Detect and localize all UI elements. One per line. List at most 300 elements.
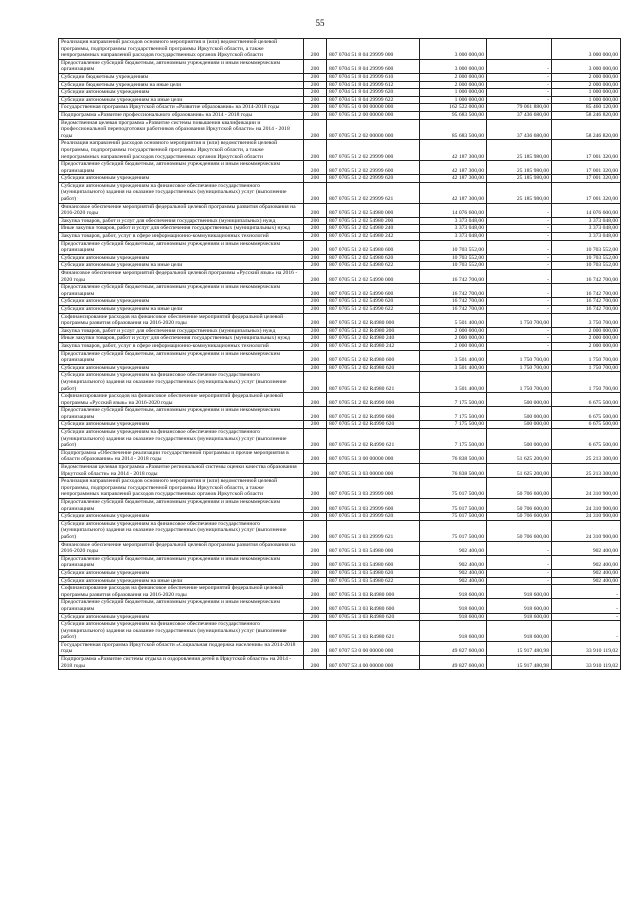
table-row: [59, 89, 621, 97]
amount-total-cell: 95 683 500,00: [420, 111, 487, 119]
admin-code-cell: 200: [304, 119, 327, 140]
expense-name-cell: Подпрограмма «Развитие системы отдыха и оздоровления детей в Иркутской области» на 2014 - 2018 годы: [59, 656, 304, 670]
expense-name-cell: Субсидии автономным учреждениям: [59, 298, 304, 306]
budget-classification-cell: 807 0705 51 2 02 R4980 620: [327, 364, 420, 372]
amount-change-cell: 1 750 700,00: [487, 372, 552, 393]
amount-result-cell: 6 675 500,00: [552, 421, 621, 429]
amount-result-cell: 33 910 119,02: [552, 641, 621, 655]
amount-change-cell: -: [487, 240, 552, 254]
amount-total-cell: 918 600,00: [420, 613, 487, 621]
amount-result-cell: 902 400,00: [552, 577, 621, 585]
amount-total-cell: 10 703 552,00: [420, 262, 487, 270]
amount-change-cell: -: [487, 577, 552, 585]
amount-total-cell: 10 703 552,00: [420, 254, 487, 262]
amount-result-cell: 16 742 700,00: [552, 270, 621, 284]
expense-name-cell: Государственная программа Иркутской области «Социальная поддержка населения» на 2014-2018 годы: [59, 641, 304, 655]
budget-classification-cell: 807 0705 51 3 03 29999 600: [327, 499, 420, 513]
amount-result-cell: 14 076 600,00: [552, 203, 621, 217]
expense-name-cell: Субсидии бюджетным учреждениям на иные цели: [59, 81, 304, 89]
amount-total-cell: 3 373 048,00: [420, 217, 487, 225]
amount-change-cell: -: [487, 298, 552, 306]
amount-change-cell: 500 000,00: [487, 407, 552, 421]
table-row: [59, 233, 621, 241]
budget-classification-cell: 807 0705 51 2 02 R4990 000: [327, 393, 420, 407]
table-row: [59, 342, 621, 350]
table-row: [59, 240, 621, 254]
budget-classification-cell: 807 0707 53 0 00 00000 000: [327, 641, 420, 655]
table-row: [59, 372, 621, 393]
expense-name-cell: Закупка товаров, работ, услуг в сфере информационно-коммуникационных технологий: [59, 342, 304, 350]
budget-classification-cell: 807 0707 53 4 00 00000 000: [327, 656, 420, 670]
amount-result-cell: -: [552, 621, 621, 642]
table-row: [59, 182, 621, 203]
expense-name-cell: Субсидии автономным учреждениям на финансовое обеспечение государственного (муниципального) задания на оказание государственных (муниципальных) услуг (выполнение работ): [59, 429, 304, 450]
budget-classification-cell: 807 0705 51 2 02 R4980 000: [327, 313, 420, 327]
page-number: 55: [315, 18, 325, 28]
budget-classification-cell: 807 0705 51 2 02 R4980 621: [327, 372, 420, 393]
amount-change-cell: 918 600,00: [487, 621, 552, 642]
amount-change-cell: -: [487, 89, 552, 97]
budget-classification-cell: 807 0705 51 2 02 54980 000: [327, 203, 420, 217]
table-row: [59, 327, 621, 335]
budget-classification-cell: 807 0705 51 2 02 R4980 242: [327, 342, 420, 350]
amount-total-cell: 902 400,00: [420, 541, 487, 555]
table-row: [59, 262, 621, 270]
amount-change-cell: -: [487, 225, 552, 233]
amount-result-cell: 2 000 000,00: [552, 335, 621, 343]
budget-classification-cell: 807 0705 51 3 03 R4980 620: [327, 613, 420, 621]
expense-name-cell: Иные закупки товаров, работ и услуг для обеспечения государственных (муниципальных) нужд: [59, 335, 304, 343]
admin-code-cell: 200: [304, 577, 327, 585]
amount-total-cell: 75 017 500,00: [420, 513, 487, 521]
amount-total-cell: 76 838 500,00: [420, 449, 487, 463]
admin-code-cell: 200: [304, 350, 327, 364]
table-row: [59, 478, 621, 499]
table-row: [59, 225, 621, 233]
expense-name-cell: Финансовое обеспечение мероприятий федеральной целевой программы «Русский язык» на 2016 - 2020 годы: [59, 270, 304, 284]
amount-total-cell: 918 600,00: [420, 585, 487, 599]
amount-result-cell: -: [552, 613, 621, 621]
expense-name-cell: Субсидии автономным учреждениям на иные цели: [59, 262, 304, 270]
admin-code-cell: 200: [304, 342, 327, 350]
amount-change-cell: 15 917 480,98: [487, 641, 552, 655]
table-row: [59, 621, 621, 642]
table-row: [59, 656, 621, 670]
budget-classification-cell: 807 0705 51 2 02 54980 620: [327, 254, 420, 262]
amount-total-cell: 42 187 300,00: [420, 175, 487, 183]
admin-code-cell: 200: [304, 182, 327, 203]
expense-name-cell: Субсидии бюджетным учреждениям: [59, 73, 304, 81]
admin-code-cell: 200: [304, 393, 327, 407]
amount-result-cell: 2 000 000,00: [552, 327, 621, 335]
table-row: [59, 464, 621, 478]
admin-code-cell: 200: [304, 449, 327, 463]
amount-result-cell: 6 675 500,00: [552, 393, 621, 407]
table-row: [59, 599, 621, 613]
amount-change-cell: 500 000,00: [487, 393, 552, 407]
table-row: [59, 350, 621, 364]
table-row: [59, 613, 621, 621]
admin-code-cell: 200: [304, 613, 327, 621]
budget-classification-cell: 807 0705 51 2 02 54990 600: [327, 284, 420, 298]
amount-result-cell: 17 001 320,00: [552, 140, 621, 161]
amount-change-cell: 51 625 200,00: [487, 464, 552, 478]
expense-name-cell: Субсидии автономным учреждениям на финансовое обеспечение государственного (муниципального) задания на оказание государственных (муниципальных) услуг (выполнение работ): [59, 372, 304, 393]
admin-code-cell: 200: [304, 656, 327, 670]
admin-code-cell: 200: [304, 327, 327, 335]
amount-total-cell: 7 175 500,00: [420, 407, 487, 421]
table-row: [59, 298, 621, 306]
budget-classification-cell: 807 0705 51 3 03 R4980 600: [327, 599, 420, 613]
budget-classification-cell: 807 0705 51 2 02 54980 200: [327, 217, 420, 225]
amount-result-cell: 1 000 000,00: [552, 89, 621, 97]
amount-change-cell: 79 061 880,00: [487, 104, 552, 112]
admin-code-cell: 200: [304, 73, 327, 81]
budget-classification-cell: 807 0705 51 3 03 29999 620: [327, 513, 420, 521]
amount-change-cell: 50 706 600,00: [487, 478, 552, 499]
amount-change-cell: 918 600,00: [487, 599, 552, 613]
budget-classification-cell: 807 0705 51 3 03 29999 621: [327, 520, 420, 541]
amount-change-cell: 51 625 200,00: [487, 449, 552, 463]
budget-classification-cell: 807 0705 51 3 03 54980 000: [327, 541, 420, 555]
admin-code-cell: 200: [304, 305, 327, 313]
amount-total-cell: 75 017 500,00: [420, 520, 487, 541]
budget-classification-cell: 807 0705 51 2 02 29999 621: [327, 182, 420, 203]
expense-name-cell: Государственная программа Иркутской области «Развитие образования» на 2014-2018 годы: [59, 104, 304, 112]
budget-classification-cell: 807 0705 51 3 03 54980 622: [327, 577, 420, 585]
table-row: [59, 393, 621, 407]
amount-change-cell: -: [487, 342, 552, 350]
admin-code-cell: 200: [304, 313, 327, 327]
admin-code-cell: 200: [304, 225, 327, 233]
expense-name-cell: Ведомственная целевая программа «Развитие системы повышения квалификации и профессиональной переподготовки работников образования Иркутской области» на 2014 - 2018 годы: [59, 119, 304, 140]
expense-name-cell: Реализация направлений расходов основного мероприятия и (или) ведомственной целевой программы, подпрограммы государственной программы Иркутской области, а также непрограммных направлений расходов государственных органов Иркутской области: [59, 39, 304, 60]
budget-classification-cell: 807 0705 51 2 02 54990 000: [327, 270, 420, 284]
budget-classification-cell: 807 0705 51 2 02 54980 600: [327, 240, 420, 254]
amount-total-cell: 14 076 600,00: [420, 203, 487, 217]
amount-total-cell: 162 522 000,00: [420, 104, 487, 112]
expense-name-cell: Закупка товаров, работ и услуг для обеспечения государственных (муниципальных) нужд: [59, 217, 304, 225]
admin-code-cell: 200: [304, 541, 327, 555]
admin-code-cell: 200: [304, 270, 327, 284]
amount-total-cell: 42 187 300,00: [420, 161, 487, 175]
table-row: [59, 104, 621, 112]
amount-total-cell: 16 742 700,00: [420, 298, 487, 306]
expense-name-cell: Софинансирование расходов на финансовое обеспечение мероприятий федеральной целевой программы развития образования на 2016-2020 годы: [59, 585, 304, 599]
budget-classification-cell: 807 0705 51 0 00 00000 000: [327, 104, 420, 112]
amount-total-cell: 2 000 000,00: [420, 73, 487, 81]
amount-total-cell: 902 400,00: [420, 577, 487, 585]
expense-name-cell: Субсидии автономным учреждениям на иные цели: [59, 305, 304, 313]
budget-classification-cell: 807 0705 51 2 00 00000 000: [327, 111, 420, 119]
expense-name-cell: Предоставление субсидий бюджетным, автономным учреждениям и иным некоммерческим организациям: [59, 407, 304, 421]
expense-name-cell: Предоставление субсидий бюджетным, автономным учреждениям и иным некоммерческим организациям: [59, 350, 304, 364]
table-row: [59, 335, 621, 343]
amount-change-cell: -: [487, 555, 552, 569]
amount-result-cell: 902 400,00: [552, 555, 621, 569]
admin-code-cell: 200: [304, 464, 327, 478]
amount-result-cell: 3 373 048,00: [552, 225, 621, 233]
amount-result-cell: -: [552, 599, 621, 613]
amount-result-cell: 3 000 000,00: [552, 59, 621, 73]
amount-change-cell: -: [487, 569, 552, 577]
amount-change-cell: [487, 39, 552, 60]
amount-result-cell: 24 310 900,00: [552, 478, 621, 499]
admin-code-cell: 200: [304, 240, 327, 254]
admin-code-cell: 200: [304, 39, 327, 60]
amount-change-cell: -: [487, 262, 552, 270]
admin-code-cell: 200: [304, 140, 327, 161]
admin-code-cell: 200: [304, 161, 327, 175]
budget-classification-cell: 807 0704 51 8 04 29999 620: [327, 89, 420, 97]
budget-classification-cell: 807 0704 51 8 04 29999 600: [327, 59, 420, 73]
table-row: [59, 520, 621, 541]
table-row: [59, 407, 621, 421]
admin-code-cell: 200: [304, 421, 327, 429]
amount-result-cell: 16 742 700,00: [552, 298, 621, 306]
budget-classification-cell: 807 0705 51 2 02 54990 620: [327, 298, 420, 306]
expense-name-cell: Предоставление субсидий бюджетным, автономным учреждениям и иным некоммерческим организациям: [59, 284, 304, 298]
amount-total-cell: 3 501 400,00: [420, 350, 487, 364]
expense-name-cell: Реализация направлений расходов основного мероприятия и (или) ведомственной целевой программы, подпрограммы государственной программы Иркутской области, а также непрограммных направлений расходов государственных органов Иркутской области: [59, 140, 304, 161]
expense-name-cell: Субсидии автономным учреждениям: [59, 364, 304, 372]
amount-total-cell: 5 501 400,00: [420, 313, 487, 327]
budget-table: [58, 38, 621, 670]
table-row: [59, 96, 621, 104]
amount-total-cell: 3 501 400,00: [420, 372, 487, 393]
table-row: [59, 175, 621, 183]
amount-change-cell: -: [487, 81, 552, 89]
admin-code-cell: 200: [304, 569, 327, 577]
table-row: [59, 429, 621, 450]
admin-code-cell: 200: [304, 254, 327, 262]
admin-code-cell: 200: [304, 364, 327, 372]
amount-change-cell: 918 600,00: [487, 613, 552, 621]
admin-code-cell: 200: [304, 641, 327, 655]
expense-name-cell: Ведомственная целевая программа «Развитие региональной системы оценки качества образования Иркутской области» на 2014 - 2018 годы: [59, 464, 304, 478]
expense-name-cell: Софинансирование расходов на финансовое обеспечение мероприятий федеральной целевой программы развития образования на 2016-2020 годы: [59, 313, 304, 327]
admin-code-cell: 200: [304, 478, 327, 499]
expense-name-cell: Субсидии автономным учреждениям на иные цели: [59, 577, 304, 585]
budget-classification-cell: 807 0705 51 2 02 54980 242: [327, 233, 420, 241]
admin-code-cell: 200: [304, 175, 327, 183]
amount-change-cell: -: [487, 233, 552, 241]
admin-code-cell: 200: [304, 407, 327, 421]
amount-change-cell: 50 706 600,00: [487, 520, 552, 541]
table-row: [59, 421, 621, 429]
budget-classification-cell: 807 0705 51 2 02 29999 620: [327, 175, 420, 183]
budget-classification-cell: 807 0705 51 2 02 R4990 600: [327, 407, 420, 421]
admin-code-cell: 200: [304, 429, 327, 450]
admin-code-cell: 200: [304, 233, 327, 241]
amount-result-cell: 2 000 000,00: [552, 81, 621, 89]
amount-change-cell: 1 750 700,00: [487, 313, 552, 327]
amount-result-cell: 3 000 000,00: [552, 39, 621, 60]
admin-code-cell: 200: [304, 89, 327, 97]
amount-total-cell: 1 000 000,00: [420, 89, 487, 97]
expense-name-cell: Субсидии автономным учреждениям: [59, 421, 304, 429]
amount-change-cell: -: [487, 327, 552, 335]
table-row: [59, 305, 621, 313]
amount-change-cell: -: [487, 59, 552, 73]
table-row: [59, 284, 621, 298]
amount-change-cell: 25 185 980,00: [487, 161, 552, 175]
budget-classification-cell: 807 0705 51 2 02 R4990 620: [327, 421, 420, 429]
amount-change-cell: -: [487, 73, 552, 81]
admin-code-cell: 200: [304, 96, 327, 104]
amount-total-cell: 3 000 000,00: [420, 59, 487, 73]
amount-change-cell: -: [487, 284, 552, 298]
amount-change-cell: -: [487, 96, 552, 104]
budget-classification-cell: 807 0705 51 3 00 00000 000: [327, 449, 420, 463]
amount-result-cell: 10 703 552,00: [552, 254, 621, 262]
amount-change-cell: 1 750 700,00: [487, 364, 552, 372]
budget-classification-cell: 807 0705 51 2 02 R4980 200: [327, 327, 420, 335]
expense-name-cell: Предоставление субсидий бюджетным, автономным учреждениям и иным некоммерческим организациям: [59, 161, 304, 175]
amount-result-cell: 17 001 320,00: [552, 161, 621, 175]
budget-classification-cell: 807 0705 51 2 02 54980 240: [327, 225, 420, 233]
amount-total-cell: 2 000 000,00: [420, 335, 487, 343]
amount-result-cell: 25 213 300,00: [552, 464, 621, 478]
budget-classification-cell: 807 0705 51 2 02 00000 000: [327, 119, 420, 140]
expense-name-cell: Субсидии автономным учреждениям на финансовое обеспечение государственного (муниципального) задания на оказание государственных (муниципальных) услуг (выполнение работ): [59, 621, 304, 642]
admin-code-cell: 200: [304, 59, 327, 73]
amount-result-cell: -: [552, 585, 621, 599]
amount-change-cell: -: [487, 335, 552, 343]
amount-result-cell: 1 000 000,00: [552, 96, 621, 104]
amount-result-cell: 10 703 552,00: [552, 240, 621, 254]
amount-total-cell: 49 827 600,00: [420, 641, 487, 655]
table-row: [59, 111, 621, 119]
table-row: [59, 641, 621, 655]
amount-result-cell: 1 750 700,00: [552, 364, 621, 372]
amount-change-cell: 15 917 480,98: [487, 656, 552, 670]
budget-classification-cell: 807 0705 51 2 02 54980 622: [327, 262, 420, 270]
table-row: [59, 585, 621, 599]
admin-code-cell: 200: [304, 104, 327, 112]
amount-result-cell: 902 400,00: [552, 541, 621, 555]
budget-classification-cell: 807 0705 51 2 02 29999 600: [327, 161, 420, 175]
amount-total-cell: 902 400,00: [420, 555, 487, 569]
table-row: [59, 59, 621, 73]
amount-change-cell: 25 185 980,00: [487, 140, 552, 161]
amount-total-cell: 918 600,00: [420, 621, 487, 642]
expense-name-cell: Предоставление субсидий бюджетным, автономным учреждениям и иным некоммерческим организациям: [59, 499, 304, 513]
amount-total-cell: 1 000 000,00: [420, 96, 487, 104]
amount-change-cell: -: [487, 305, 552, 313]
table-row: [59, 513, 621, 521]
admin-code-cell: 200: [304, 111, 327, 119]
expense-name-cell: Субсидии автономным учреждениям: [59, 89, 304, 97]
amount-result-cell: 2 000 000,00: [552, 342, 621, 350]
table-row: [59, 81, 621, 89]
table-row: [59, 140, 621, 161]
admin-code-cell: 200: [304, 555, 327, 569]
amount-total-cell: 42 187 300,00: [420, 140, 487, 161]
amount-change-cell: 25 185 980,00: [487, 182, 552, 203]
amount-result-cell: 85 460 120,00: [552, 104, 621, 112]
budget-classification-cell: 807 0705 51 3 03 R4980 000: [327, 585, 420, 599]
budget-classification-cell: 807 0705 51 2 02 54990 622: [327, 305, 420, 313]
table-row: [59, 119, 621, 140]
amount-total-cell: 75 017 500,00: [420, 499, 487, 513]
expense-name-cell: Подпрограмма «Обеспечение реализации государственной программы и прочие мероприятия в области образования» на 2014 - 2018 годы: [59, 449, 304, 463]
amount-change-cell: -: [487, 270, 552, 284]
expense-name-cell: Предоставление субсидий бюджетным, автономным учреждениям и иным некоммерческим организациям: [59, 599, 304, 613]
amount-total-cell: 918 600,00: [420, 599, 487, 613]
budget-classification-cell: 807 0704 51 8 04 29999 612: [327, 81, 420, 89]
amount-change-cell: 500 000,00: [487, 429, 552, 450]
expense-name-cell: Субсидии автономным учреждениям: [59, 175, 304, 183]
expense-name-cell: Субсидии автономным учреждениям на финансовое обеспечение государственного (муниципального) задания на оказание государственных (муниципальных) услуг (выполнение работ): [59, 520, 304, 541]
amount-change-cell: 500 000,00: [487, 421, 552, 429]
amount-change-cell: 25 185 980,00: [487, 175, 552, 183]
amount-result-cell: 17 001 320,00: [552, 175, 621, 183]
admin-code-cell: 200: [304, 513, 327, 521]
amount-total-cell: 2 000 000,00: [420, 81, 487, 89]
amount-change-cell: 37 436 680,00: [487, 111, 552, 119]
amount-total-cell: 7 175 500,00: [420, 421, 487, 429]
table-row: [59, 270, 621, 284]
amount-total-cell: 902 400,00: [420, 569, 487, 577]
budget-classification-cell: 807 0704 51 8 04 29999 610: [327, 73, 420, 81]
amount-result-cell: 3 373 048,00: [552, 233, 621, 241]
amount-result-cell: 6 675 500,00: [552, 429, 621, 450]
expense-name-cell: Субсидии автономным учреждениям на иные цели: [59, 96, 304, 104]
budget-classification-cell: 807 0705 51 2 02 R4990 621: [327, 429, 420, 450]
admin-code-cell: 200: [304, 203, 327, 217]
amount-total-cell: 10 703 552,00: [420, 240, 487, 254]
amount-result-cell: 24 310 900,00: [552, 513, 621, 521]
budget-classification-cell: 807 0705 51 3 03 54980 620: [327, 569, 420, 577]
amount-result-cell: 902 400,00: [552, 569, 621, 577]
amount-total-cell: 76 838 500,00: [420, 464, 487, 478]
amount-change-cell: -: [487, 217, 552, 225]
amount-change-cell: 37 436 680,00: [487, 119, 552, 140]
admin-code-cell: 200: [304, 621, 327, 642]
amount-total-cell: 7 175 500,00: [420, 393, 487, 407]
amount-total-cell: 16 742 700,00: [420, 270, 487, 284]
expense-name-cell: Субсидии автономным учреждениям: [59, 254, 304, 262]
table-row: [59, 577, 621, 585]
expense-name-cell: Реализация направлений расходов основного мероприятия и (или) ведомственной целевой программы, подпрограммы государственной программы Иркутской области, а также непрограммных направлений расходов государственных органов Иркутской области: [59, 478, 304, 499]
amount-total-cell: 3 501 400,00: [420, 364, 487, 372]
amount-change-cell: -: [487, 203, 552, 217]
table-row: [59, 203, 621, 217]
amount-change-cell: 50 706 600,00: [487, 499, 552, 513]
amount-total-cell: 3 000 000,00: [420, 39, 487, 60]
table-row: [59, 364, 621, 372]
table-row: [59, 499, 621, 513]
amount-result-cell: 24 310 900,00: [552, 499, 621, 513]
amount-total-cell: 42 187 300,00: [420, 182, 487, 203]
budget-classification-cell: 807 0705 51 2 02 R4980 600: [327, 350, 420, 364]
amount-change-cell: 918 600,00: [487, 585, 552, 599]
amount-result-cell: 2 000 000,00: [552, 73, 621, 81]
table-row: [59, 73, 621, 81]
admin-code-cell: 200: [304, 217, 327, 225]
amount-result-cell: 3 373 048,00: [552, 217, 621, 225]
expense-name-cell: Финансовое обеспечение мероприятий федеральной целевой программы развития образования на 2016-2020 годы: [59, 203, 304, 217]
budget-classification-cell: 807 0705 51 2 02 29999 000: [327, 140, 420, 161]
table-row: [59, 39, 621, 60]
amount-result-cell: 3 750 700,00: [552, 313, 621, 327]
amount-result-cell: 1 750 700,00: [552, 350, 621, 364]
amount-total-cell: 16 742 700,00: [420, 305, 487, 313]
table-row: [59, 541, 621, 555]
amount-result-cell: 25 213 300,00: [552, 449, 621, 463]
amount-total-cell: 16 742 700,00: [420, 284, 487, 298]
